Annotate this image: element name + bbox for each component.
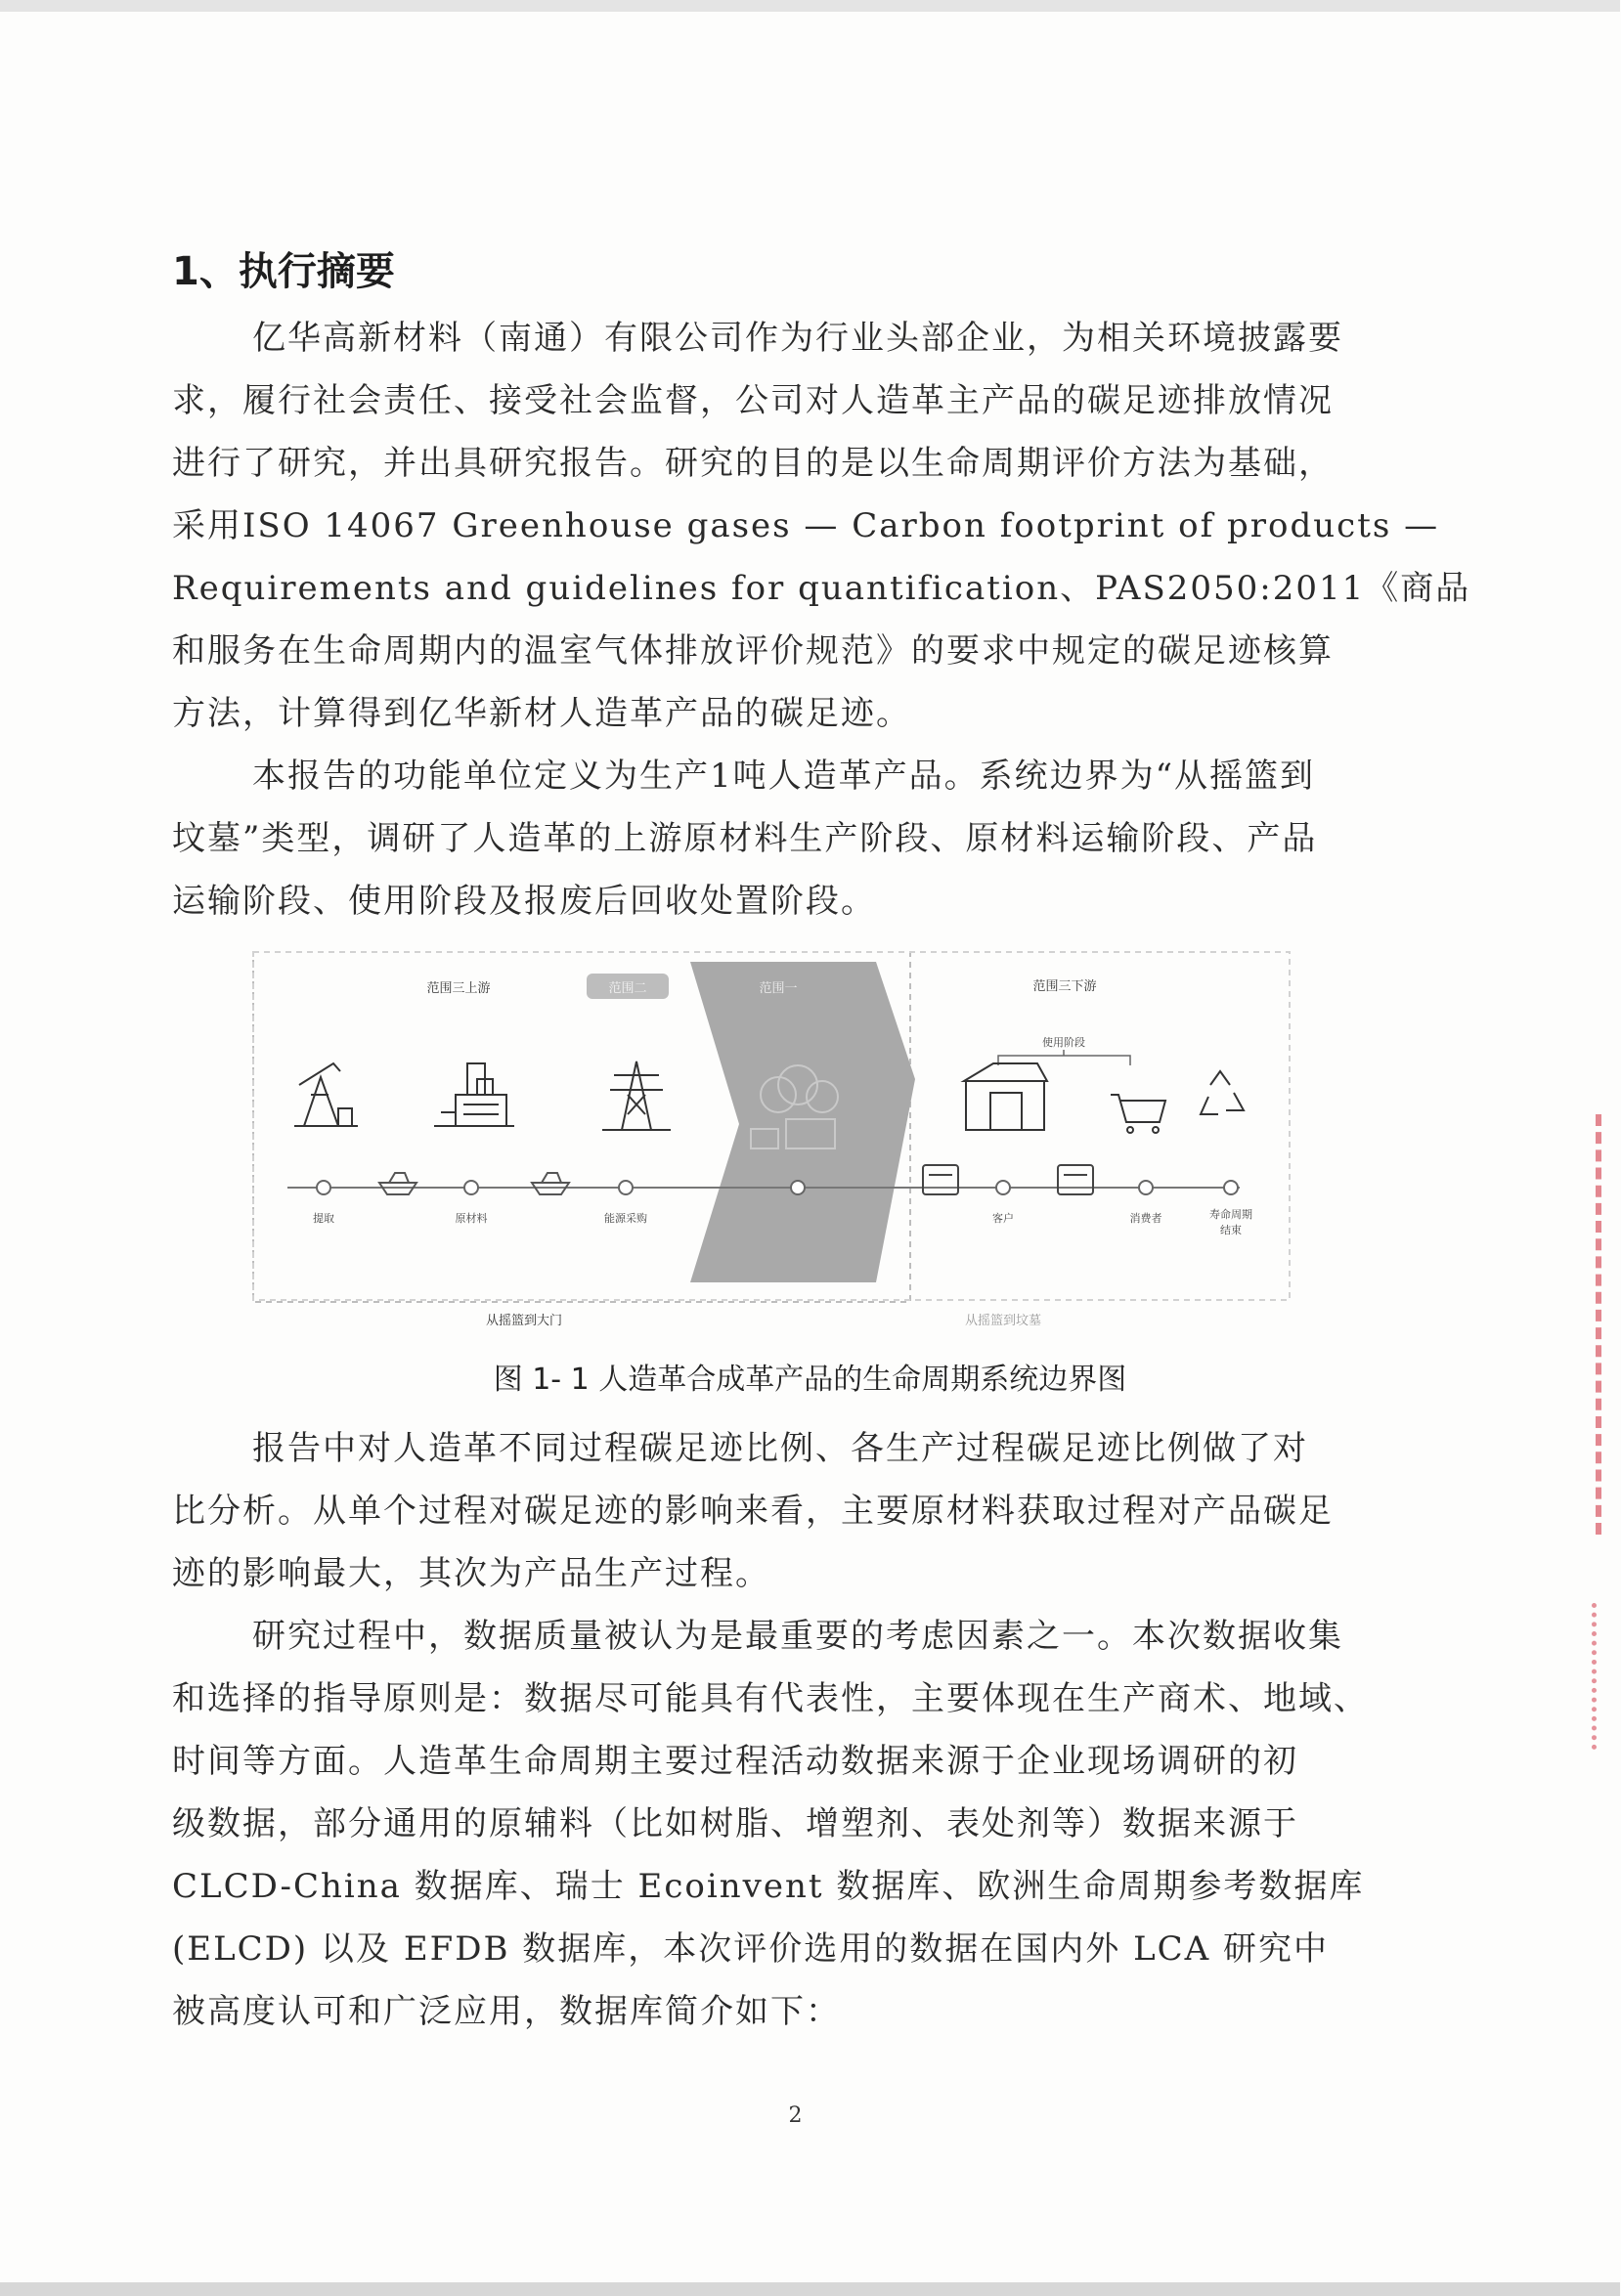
power-tower-icon xyxy=(602,1061,671,1130)
scope3-downstream-label: 范围三下游 xyxy=(1032,979,1097,994)
text-line: 本报告的功能单位定义为生产1吨人造革产品。系统边界为“从摇篮到 xyxy=(252,757,1316,796)
scope1-band xyxy=(690,962,915,1282)
lifecycle-boundary-figure xyxy=(250,948,1332,1328)
scan-top-edge xyxy=(0,0,1620,12)
seal-stamp-edge xyxy=(1596,1114,1621,1535)
text-line: 和选择的指导原则是：数据尽可能具有代表性，主要体现在生产商术、地域、 xyxy=(172,1679,1369,1718)
page-number: 2 xyxy=(788,2103,803,2128)
paragraph-data-quality xyxy=(172,1605,1404,2043)
node-label-extraction: 提取 xyxy=(313,1212,334,1225)
use-phase-label: 使用阶段 xyxy=(1042,1036,1085,1049)
lifecycle-diagram xyxy=(250,948,1332,1328)
scope3-upstream-label: 范围三上游 xyxy=(426,981,491,996)
text-line: (ELCD) 以及 EFDB 数据库，本次评价选用的数据在国内外 LCA 研究中 xyxy=(172,1929,1330,1969)
scope1-label: 范围一 xyxy=(759,981,798,996)
text-line: 迹的影响最大，其次为产品生产过程。 xyxy=(172,1554,770,1593)
node-label-energy-purchase: 能源采购 xyxy=(604,1212,647,1225)
scan-bottom-edge xyxy=(0,2282,1620,2296)
text-line: 报告中对人造革不同过程碳足迹比例、各生产过程碳足迹比例做了对 xyxy=(252,1429,1308,1468)
text-line: CLCD-China 数据库、瑞士 Ecoinvent 数据库、欧洲生命周期参考数据库 xyxy=(172,1867,1365,1906)
text-line: 坟墓”类型，调研了人造革的上游原材料生产阶段、原材料运输阶段、产品 xyxy=(172,819,1318,858)
text-line: 比分析。从单个过程对碳足迹的影响来看，主要原材料获取过程对产品碳足 xyxy=(172,1492,1334,1531)
text-line: 方法，计算得到亿华新材人造革产品的碳足迹。 xyxy=(172,694,911,733)
figure-caption: 图 1- 1 人造革合成革产品的生命周期系统边界图 xyxy=(493,1363,1127,1397)
text-line: Requirements and guidelines for quantification、PAS2050:2011《商品 xyxy=(172,569,1471,608)
seal-stamp-edge-lower xyxy=(1592,1603,1614,1750)
node-label-customer: 客户 xyxy=(992,1212,1014,1225)
cradle-to-gate-label: 从摇篮到大门 xyxy=(485,1314,563,1328)
oil-pump-icon xyxy=(294,1063,358,1126)
node-label-consumer: 消费者 xyxy=(1129,1212,1162,1225)
text-line: 运输阶段、使用阶段及报废后回收处置阶段。 xyxy=(172,882,876,921)
text-line: 亿华高新材料（南通）有限公司作为行业头部企业，为相关环境披露要 xyxy=(252,319,1343,358)
node-label-end-of-life-2: 结束 xyxy=(1220,1224,1242,1236)
paragraph-functional-unit xyxy=(172,745,1404,932)
paragraph-summary xyxy=(172,307,1471,745)
text-line: 进行了研究，并出具研究报告。研究的目的是以生命周期评价方法为基础， xyxy=(172,444,1334,483)
warehouse-icon xyxy=(964,1063,1047,1130)
shopping-cart-icon xyxy=(1111,1095,1165,1133)
factory-icon xyxy=(434,1063,514,1126)
paragraph-analysis xyxy=(172,1417,1404,1605)
text-line: 时间等方面。人造革生命周期主要过程活动数据来源于企业现场调研的初 xyxy=(172,1742,1298,1781)
text-line: 采用ISO 14067 Greenhouse gases — Carbon footprint of products — xyxy=(172,506,1440,545)
cradle-to-grave-label: 从摇篮到坟墓 xyxy=(964,1314,1042,1328)
text-line: 级数据，部分通用的原辅料（比如树脂、增塑剂、表处剂等）数据来源于 xyxy=(172,1804,1298,1843)
node-label-raw-material: 原材料 xyxy=(455,1212,488,1225)
text-line: 被高度认可和广泛应用，数据库简介如下： xyxy=(172,1992,841,2031)
scope2-label: 范围二 xyxy=(608,981,647,996)
text-line: 研究过程中，数据质量被认为是最重要的考虑因素之一。本次数据收集 xyxy=(252,1617,1343,1656)
text-line: 求，履行社会责任、接受社会监督，公司对人造革主产品的碳足迹排放情况 xyxy=(172,381,1334,420)
text-line: 和服务在生命周期内的温室气体排放评价规范》的要求中规定的碳足迹核算 xyxy=(172,631,1334,671)
recycle-icon xyxy=(1201,1071,1244,1114)
node-label-end-of-life: 寿命周期 xyxy=(1209,1208,1252,1221)
section-heading: 1、执行摘要 xyxy=(172,249,395,294)
